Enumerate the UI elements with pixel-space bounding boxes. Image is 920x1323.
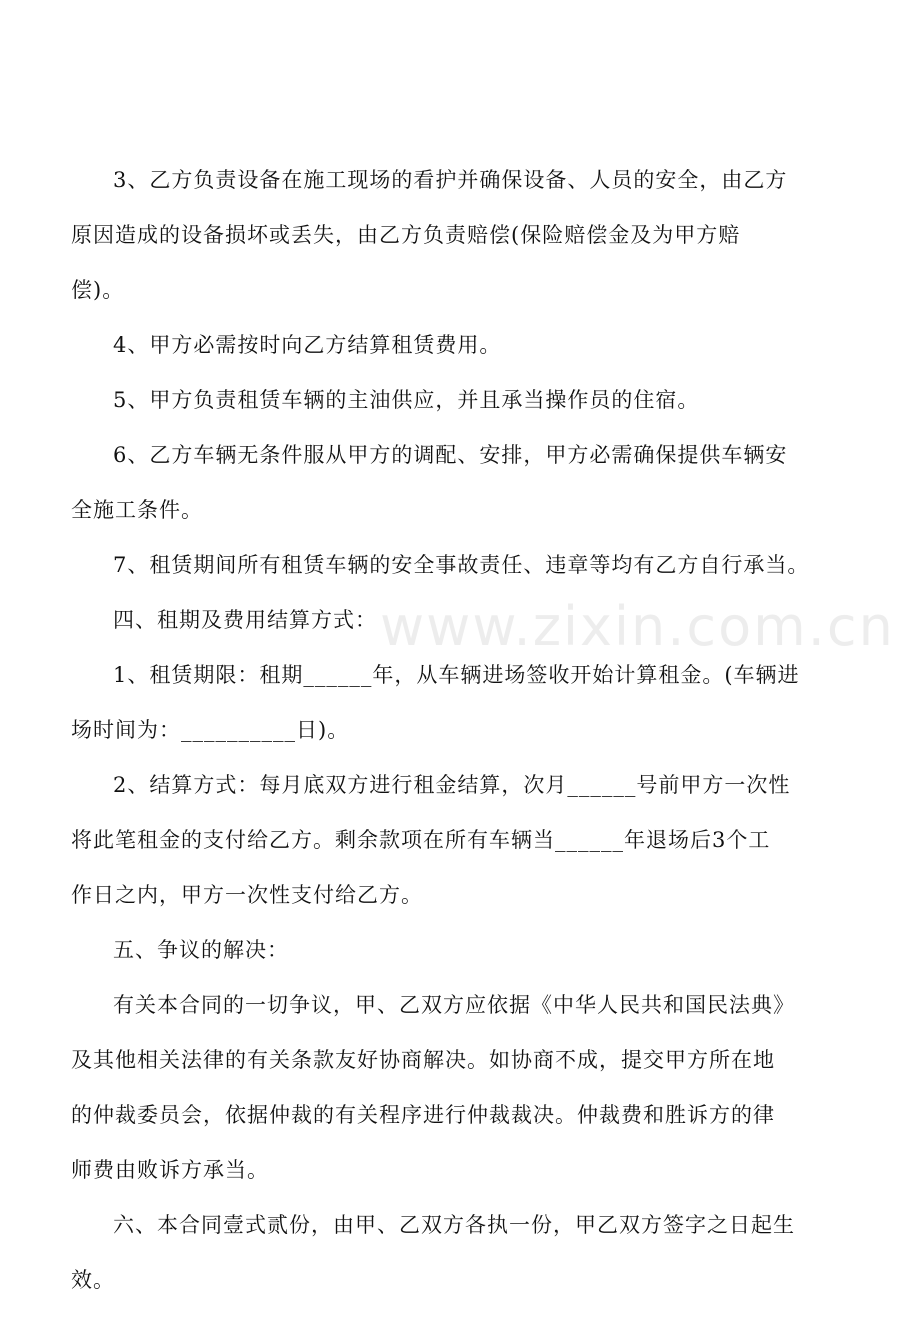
clause-7 bbox=[92, 553, 832, 578]
text-line: 偿)。 bbox=[71, 278, 125, 302]
text-line: 效。 bbox=[71, 1268, 115, 1292]
text-line: 作日之内，甲方一次性支付给乙方。 bbox=[71, 883, 423, 907]
text-line: 及其他相关法律的有关条款友好协商解决。如协商不成，提交甲方所在地 bbox=[71, 1048, 775, 1072]
clause-6 bbox=[71, 443, 832, 523]
text-line: 全施工条件。 bbox=[71, 498, 203, 522]
clause-5 bbox=[92, 388, 832, 413]
section-5-title bbox=[92, 938, 832, 963]
text-line: 2、结算方式：每月底双方进行租金结算，次月______号前甲方一次性 bbox=[113, 773, 791, 797]
text-line: 师费由败诉方承当。 bbox=[71, 1158, 269, 1182]
text-line: 有关本合同的一切争议，甲、乙双方应依据《中华人民共和国民法典》 bbox=[113, 993, 795, 1017]
text-line: 1、租赁期限：租期______年，从车辆进场签收开始计算租金。(车辆进 bbox=[113, 663, 800, 687]
section-heading: 四、租期及费用结算方式： bbox=[113, 608, 377, 632]
clause-4 bbox=[92, 333, 832, 358]
text-line: 3、乙方负责设备在施工现场的看护并确保设备、人员的安全，由乙方 bbox=[113, 168, 788, 192]
section-4-title bbox=[92, 608, 832, 633]
text-line: 4、甲方必需按时向乙方结算租赁费用。 bbox=[113, 333, 502, 357]
text-line: 6、乙方车辆无条件服从甲方的调配、安排，甲方必需确保提供车辆安 bbox=[113, 443, 788, 467]
watermark-text: www.zixin.com.cn bbox=[380, 595, 895, 658]
clause-3 bbox=[71, 168, 832, 303]
text-line: 7、租赁期间所有租赁车辆的安全事故责任、违章等均有乙方自行承当。 bbox=[113, 553, 810, 577]
section-4-item-1 bbox=[71, 663, 832, 743]
section-6 bbox=[71, 1213, 832, 1293]
section-5-body bbox=[71, 993, 832, 1183]
text-line: 原因造成的设备损坏或丢失，由乙方负责赔偿(保险赔偿金及为甲方赔 bbox=[71, 223, 741, 247]
text-line: 5、甲方负责租赁车辆的主油供应，并且承当操作员的住宿。 bbox=[113, 388, 700, 412]
text-line: 将此笔租金的支付给乙方。剩余款项在所有车辆当______年退场后3个工 bbox=[71, 828, 771, 852]
section-heading: 五、争议的解决： bbox=[113, 938, 289, 962]
section-4-item-2 bbox=[71, 773, 832, 908]
text-line: 六、本合同壹式贰份，由甲、乙双方各执一份，甲乙双方签字之日起生 bbox=[113, 1213, 795, 1237]
text-line: 的仲裁委员会，依据仲裁的有关程序进行仲裁裁决。仲裁费和胜诉方的律 bbox=[71, 1103, 775, 1127]
text-line: 场时间为：__________日)。 bbox=[71, 718, 350, 742]
document-body bbox=[71, 168, 832, 1323]
